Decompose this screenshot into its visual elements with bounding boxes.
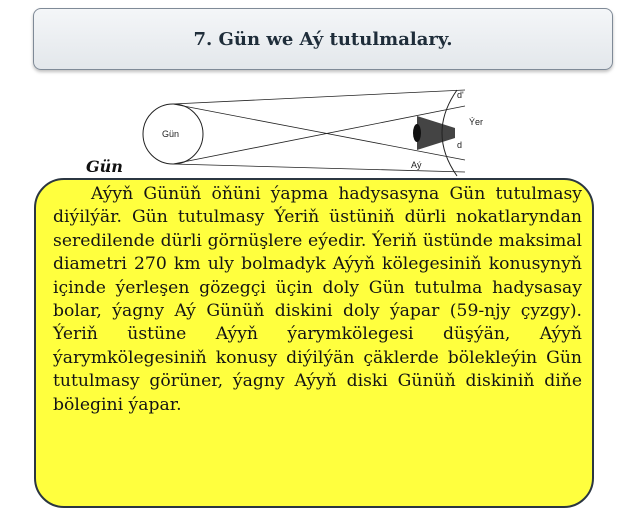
earth-label: Ýer	[469, 117, 484, 127]
point-bottom-label: d	[457, 140, 463, 150]
body-paragraph: Aýyň Günüň öňüni ýapma hadysasyna Gün tutulmasy diýilýär. Gün tutulmasy Ýeriň üstüniň dürli nokatlaryndan seredilende dürli görnüşlere eýedir. Ýeriň üstünde maksimal diametri 270 km uly bolmadyk Aýyň kölegesiniň konusynyň içinde ýerleşen gözegçi üçin doly Gün tutulma hadysasay bolar, ýagny Aý Günüň diskini doly ýapar (59-njy çyzgy). Ýeriň üstüne Aýyň ýarymkölegesi düşýän, Aýyň ýarymkölegesiniň konusy diýilýän çäklerde bölekleýin Gün tutulmasy görüner, ýagny Aýyň diski Günüň diskiniň diňe bölegini ýapar.	[53, 184, 582, 415]
text-box	[34, 178, 594, 508]
moon-circle	[413, 124, 421, 142]
section-heading: Gün	[86, 157, 123, 176]
point-top-label: d'	[457, 90, 464, 100]
title-banner	[33, 8, 613, 70]
solar-eclipse-diagram	[135, 88, 495, 180]
ray-upper	[173, 90, 465, 104]
moon-label: Aý	[411, 160, 422, 170]
moon-shadow-cone	[417, 116, 455, 150]
slide-title: 7. Gün we Aý tutulmalary.	[193, 28, 453, 50]
sun-label: Gün	[162, 129, 180, 139]
